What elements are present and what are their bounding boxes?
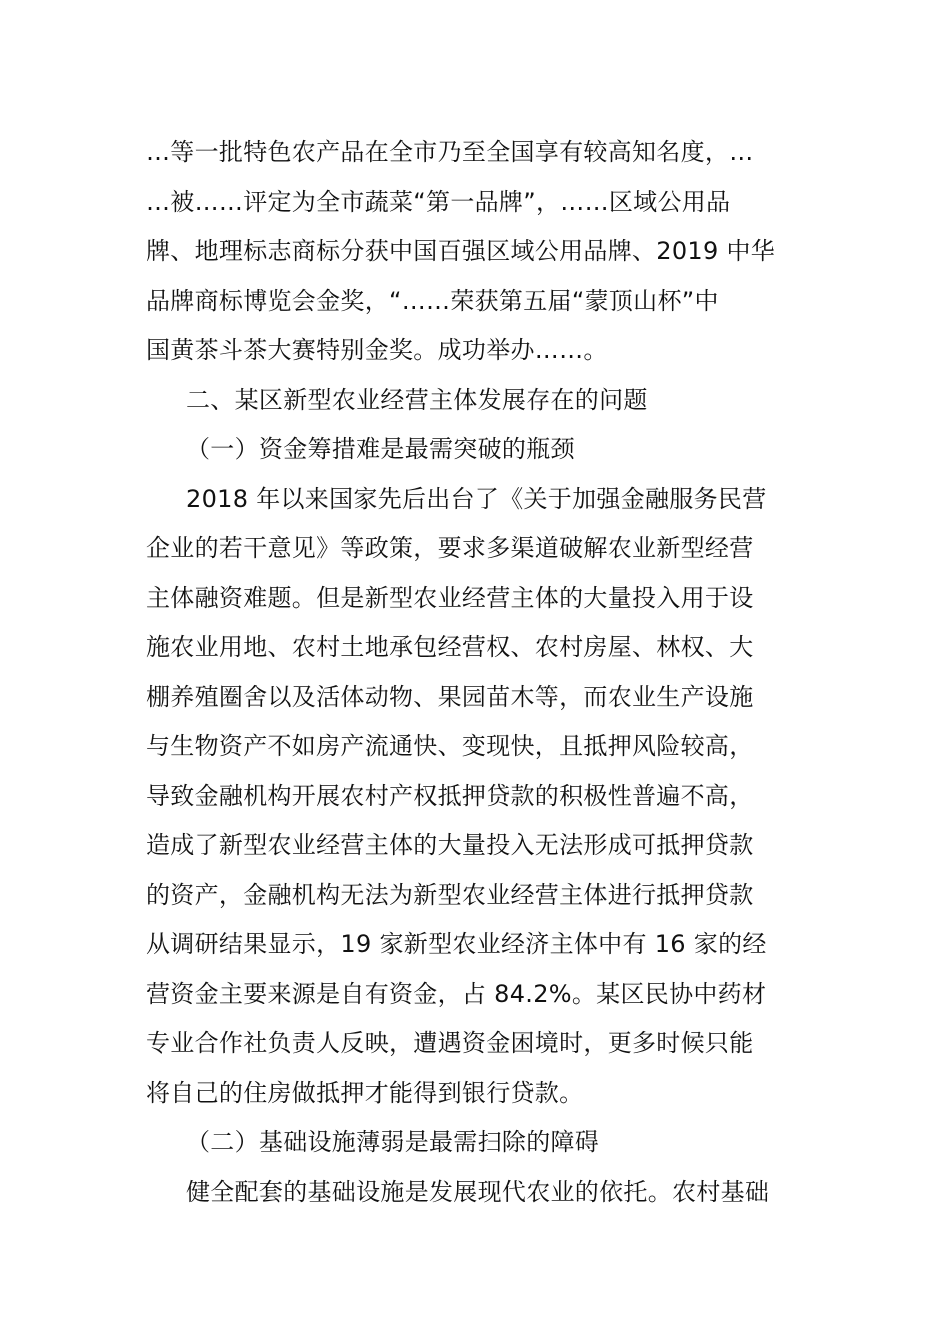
paragraph-line: 主体融资难题。但是新型农业经营主体的大量投入用于设 [146,584,754,612]
paragraph-line: 的资产，金融机构无法为新型农业经营主体进行抵押贷款 [146,881,754,909]
paragraph-line: 从调研结果显示，19 家新型农业经济主体中有 16 家的经 [146,930,767,958]
paragraph-line: 品牌商标博览会金奖，“……荣获第五届“蒙顶山杯”中 [146,287,719,315]
paragraph-line: 健全配套的基础设施是发展现代农业的依托。农村基础 [186,1178,770,1206]
paragraph-line: 导致金融机构开展农村产权抵押贷款的积极性普遍不高， [146,782,754,810]
paragraph-line: 将自己的住房做抵押才能得到银行贷款。 [146,1079,584,1107]
paragraph-line: 营资金主要来源是自有资金，占 84.2%。某区民协中药材 [146,980,767,1008]
paragraph-line: 造成了新型农业经营主体的大量投入无法形成可抵押贷款 [146,831,754,859]
paragraph-line: 牌、地理标志商标分获中国百强区域公用品牌、2019 中华 [146,237,776,265]
section-heading: 二、某区新型农业经营主体发展存在的问题 [186,386,648,414]
paragraph-line: …被……评定为全市蔬菜“第一品牌”，……区域公用品 [146,188,731,216]
paragraph-line: …等一批特色农产品在全市乃至全国享有较高知名度，… [146,138,754,166]
paragraph-line: 与生物资产不如房产流通快、变现快，且抵押风险较高， [146,732,754,760]
paragraph-line: 专业合作社负责人反映，遭遇资金困境时，更多时候只能 [146,1029,754,1057]
paragraph-line: 棚养殖圈舍以及活体动物、果园苗木等，而农业生产设施 [146,683,754,711]
paragraph-line: 企业的若干意见》等政策，要求多渠道破解农业新型经营 [146,534,754,562]
subsection-heading: （一）资金筹措难是最需突破的瓶颈 [186,435,575,463]
paragraph-line: 施农业用地、农村土地承包经营权、农村房屋、林权、大 [146,633,754,661]
subsection-heading: （二）基础设施薄弱是最需扫除的障碍 [186,1128,600,1156]
paragraph-line: 国黄茶斗茶大赛特别金奖。成功举办……。 [146,336,608,364]
paragraph-line: 2018 年以来国家先后出台了《关于加强金融服务民营 [186,485,767,513]
